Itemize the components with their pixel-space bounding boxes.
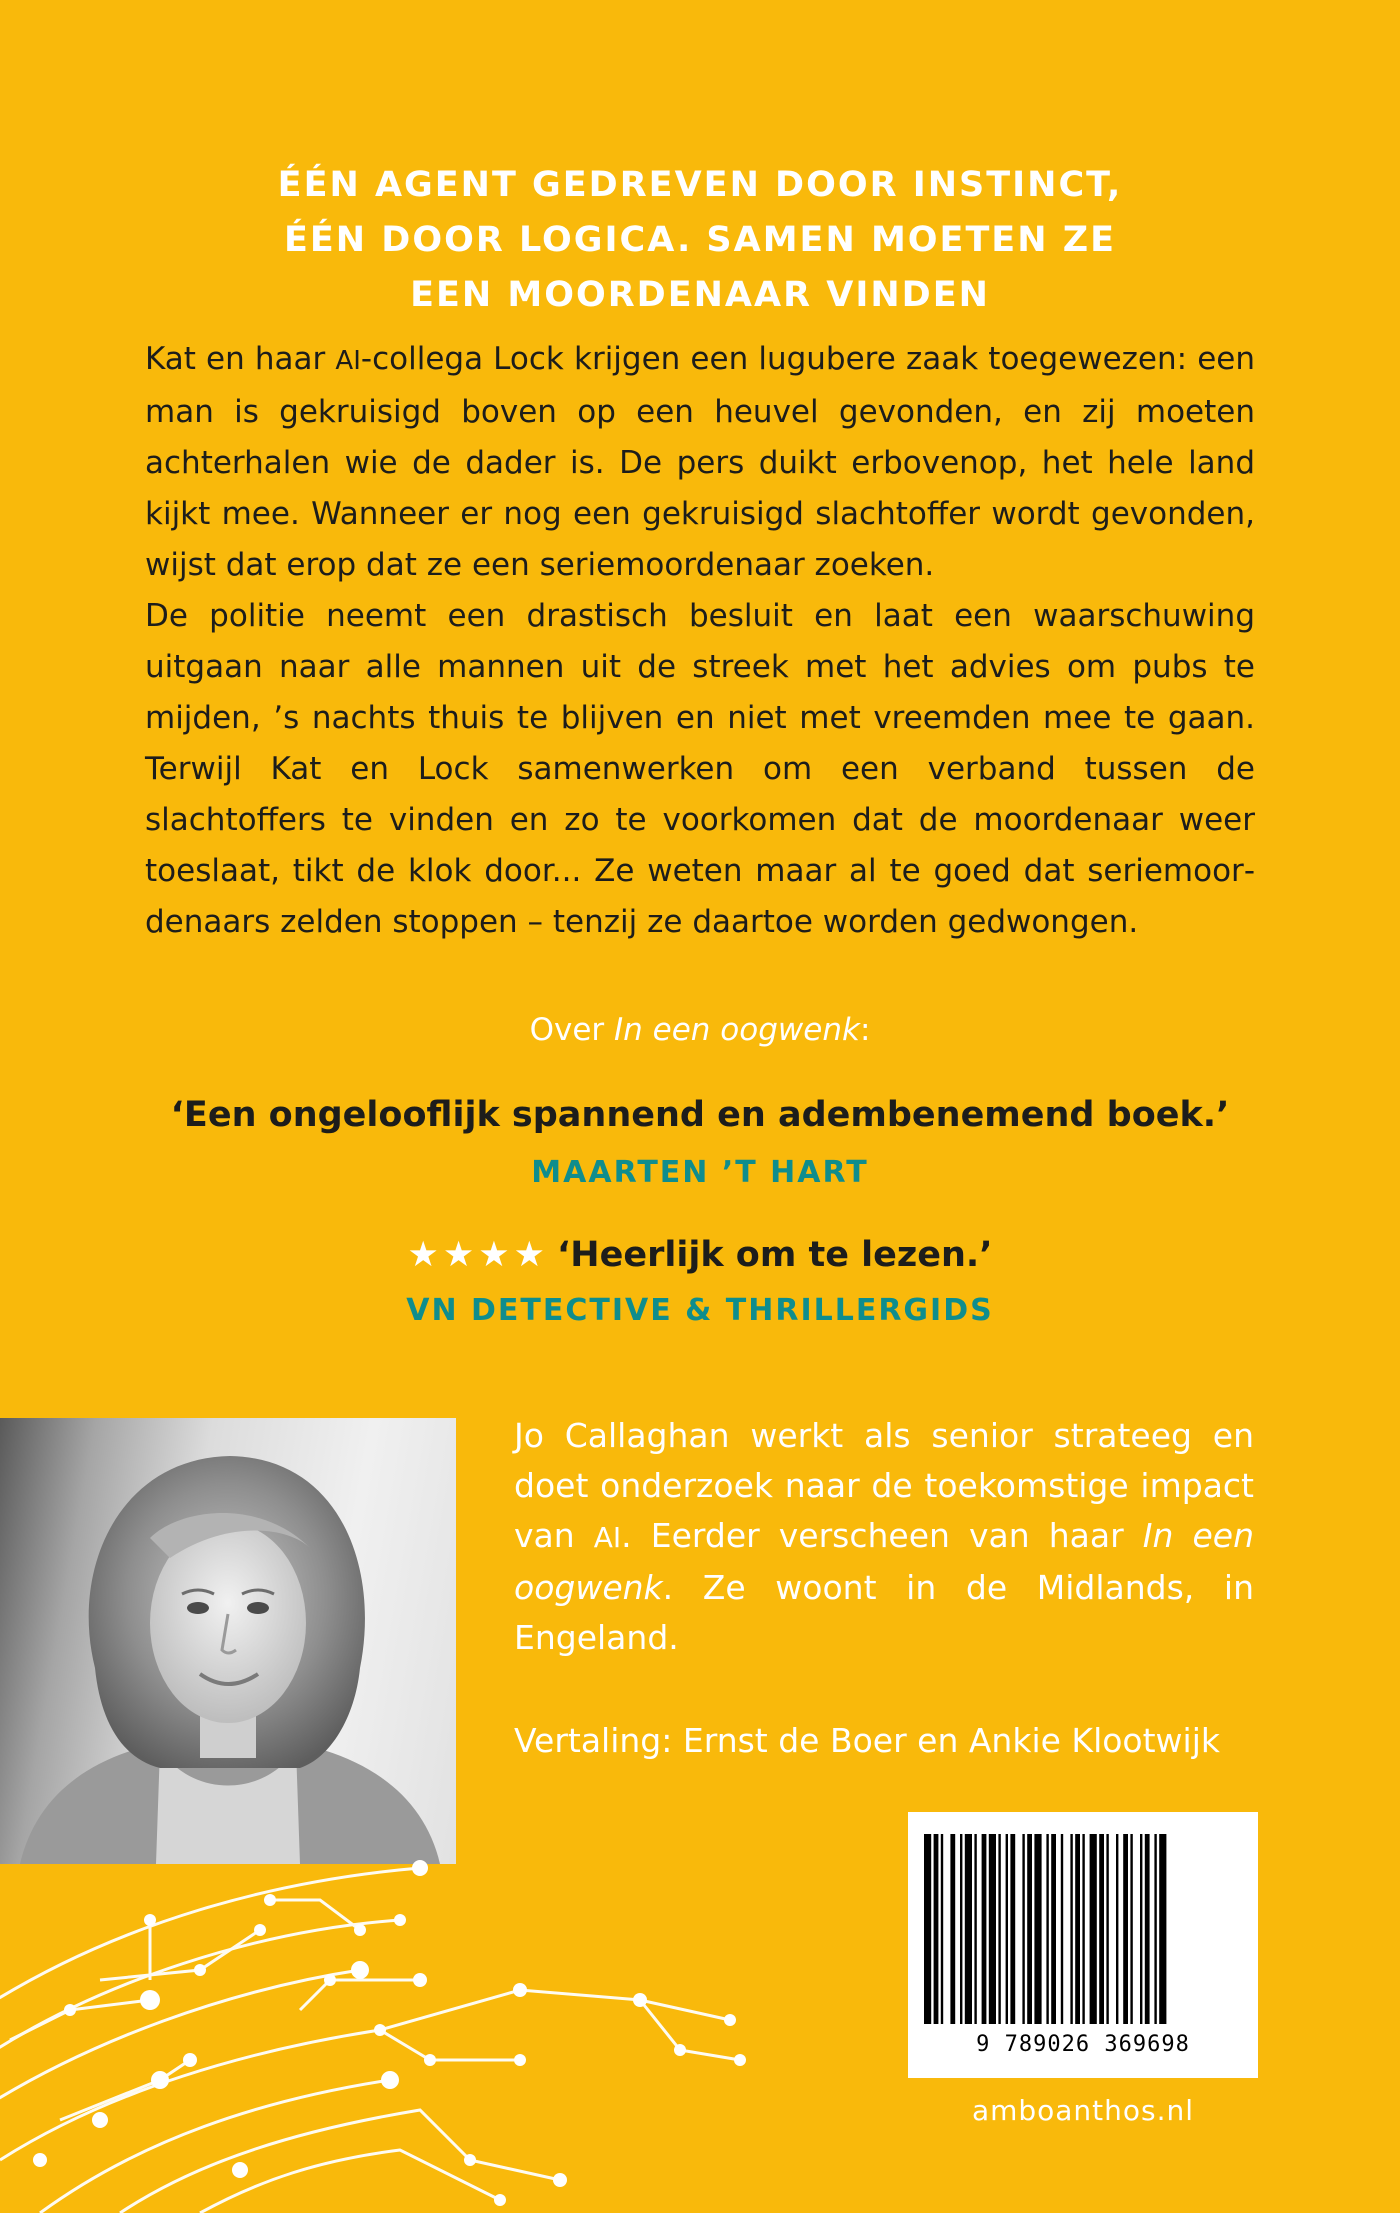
author-photo [0, 1418, 456, 1864]
ai-abbrev: AI [335, 346, 361, 376]
blurb [145, 334, 1255, 948]
translation-credit: Vertaling: Ernst de Boer en Ankie Klootwijk [514, 1721, 1220, 1760]
headline-line-1: ÉÉN AGENT GEDREVEN DOOR INSTINCT, [277, 165, 1123, 205]
publisher-website: amboanthos.nl [971, 2094, 1195, 2127]
review-quote-1: ‘Een ongelooflijk spannend en adembenemend boek.’ [170, 1095, 1230, 1135]
ai-abbrev: AI [593, 1521, 622, 1554]
headline-line-2: ÉÉN DOOR LOGICA. SAMEN MOETEN ZE [283, 220, 1116, 260]
review-source-1: MAARTEN ’T HART [531, 1155, 869, 1190]
blurb-paragraph-2: De politie neemt een drastisch besluit en laat een waarschuwing uitgaan naar alle mannen uit de streek met het advies om pubs te mijden, ’s nachts thuis te blijven en niet met vreemden mee te gaan. Terwijl Kat en Lock samenwerken om een verband tussen de slachtoffers te vinden en zo te voorkomen dat de moordenaar weer toeslaat, tikt de klok door... Ze weten maar al te goed dat seriemoordenaars zelden stoppen – tenzij ze daartoe worden gedwongen. [145, 598, 1255, 940]
reviews-intro-title: In een oogwenk [614, 1012, 860, 1048]
review-quote-2: ★★★★ ‘Heerlijk om te lezen.’ [407, 1235, 993, 1275]
barcode [908, 1812, 1258, 2078]
author-bio: Jo Callaghan werkt als senior strateeg en doet onderzoek naar de toekomstige impact van AI. Eerder verscheen van haar In een oogwenk. Ze woont in de Midlands, in Engeland. [514, 1416, 1254, 1657]
isbn-number: 9 789026 369698 [976, 2032, 1190, 2057]
headline-line-3: EEN MOORDENAAR VINDEN [410, 275, 990, 315]
blurb-paragraph-1: Kat en haar AI-collega Lock krijgen een lugubere zaak toegewezen: een man is gekruisigd boven op een heuvel gevonden, en zij moeten achterhalen wie de dader is. De pers duikt erbovenop, het hele land kijkt mee. Wanneer er nog een gekruisigd slachtoffer wordt gevonden, wijst dat erop dat ze een seriemoordenaar zoeken. [145, 341, 1256, 583]
author-portrait-illustration [0, 1418, 456, 1864]
review-source-2: VN DETECTIVE & THRILLERGIDS [406, 1293, 994, 1328]
headline [150, 158, 1250, 323]
network-decoration [0, 1860, 920, 2213]
bio-book-title: In een oogwenk [514, 1516, 1254, 1607]
reviews-intro: Over In een oogwenk: [529, 1012, 871, 1048]
rating-stars: ★★★★ [407, 1235, 550, 1275]
